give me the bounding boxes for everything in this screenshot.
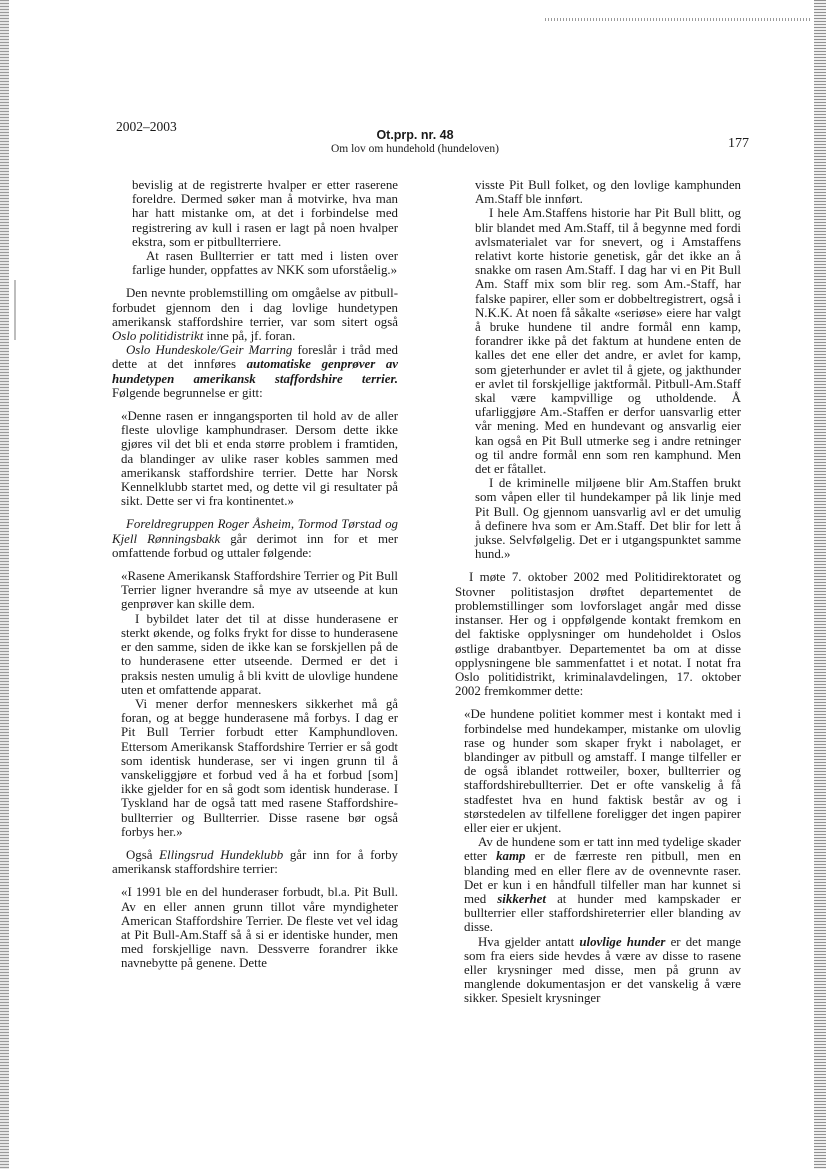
text: Også (126, 847, 160, 862)
paragraph: Vi mener derfor menneskers sikkerhet må gå foran, og at begge hunderasene må forbys. I dag er Pit Bull Terrier forbudt etter Kamphundloven. Ettersom Amerikansk Staffordshire Terrier er så godt som identisk hunderase, ser vi ingen grunn til å vanskeliggjøre et forbud ved å ha et forbud [som] ikke gjelder for en så godt som identisk hunderase. I Tyskland har de også tatt med rasene Staffordshire-bullterrier og Bullterrier. Disse rasene bør også forbys her.» (121, 696, 398, 839)
text-italic: Oslo Hundeskole/Geir Marring (126, 343, 293, 358)
paragraph: «Denne rasen er inngangsporten til hold av de aller fleste ulovlige kamphundraser. Dersom dette ikke gjøres vil det bli et enda større problem i framtiden, da blandinger av ulike raser kobles sammen med amerikansk staffordshire terrier. Dette har Norsk Kennelklubb startet med, og dette vil gi resultater på sikt. Dette ser vi fra kontinentet.» (121, 409, 398, 509)
paragraph (112, 286, 398, 343)
paragraph: visste Pit Bull folket, og den lovlige kamphunden Am.Staff ble innført. (475, 178, 741, 207)
text-bold-italic: automatiske genprøver av hundetypen amerikansk staffordshire terrier. (112, 357, 398, 386)
right-column (455, 178, 741, 1006)
text: at hunder med kampskader er bullterrier eller staffordshireterrier eller blanding av disse. (464, 891, 741, 935)
paragraph: «Rasene Amerikansk Staffordshire Terrier og Pit Bull Terrier ligner hverandre så mye av utseende at kun genprøver kan skille dem. (121, 569, 398, 612)
block-quote (112, 569, 398, 839)
paragraph: At rasen Bullterrier er tatt med i listen over farlige hunder, oppfattes av NKK som uforståelig.» (132, 249, 398, 278)
header-year: 2002–2003 (116, 119, 177, 134)
document-subtitle: Om lov om hundehold (hundeloven) (330, 143, 499, 155)
text: går derimot inn for et mer omfattende forbud og uttaler følgende: (112, 531, 398, 560)
paragraph (464, 835, 741, 934)
block-quote (112, 885, 398, 970)
margin-mark (14, 280, 16, 340)
paragraph: «I 1991 ble en del hunderaser forbudt, bl.a. Pit Bull. Av en eller annen grunn tillot våre myndigheter American Staffordshire Terrier. De fleste vet vel idag at Pit Bull-Am.Staff så å si er identiske hunder, men med forskjellige navn. Dessverre forandrer ikke navnebytte på genene. Dette (121, 885, 398, 971)
text: inne på, jf. foran. (203, 329, 296, 344)
block-quote (455, 707, 741, 1005)
quote-continuation (455, 178, 741, 561)
text: Følgende begrunnelse er gitt: (112, 385, 263, 400)
block-quote (112, 409, 398, 508)
text-italic: Oslo politidistrikt (112, 329, 204, 344)
paragraph (112, 517, 398, 560)
text-bold-italic: ulovlige hunder (579, 934, 666, 949)
paragraph: I bybildet later det til at disse hunderasene er sterkt økende, og folks frykt for disse to hunderasene er den samme, siden de ikke kan se forskjellen på de to hunderasene etter utseende. Dermed er det i praksis nesten umulig å bli kvitt de ulovlige hundene uten et omfattende apparat. (121, 611, 398, 697)
text-italic: Foreldregruppen Roger Åsheim, Tormod Tørstad og Kjell Rønningsbakk (112, 517, 398, 546)
paragraph (112, 848, 398, 876)
page-number: 177 (728, 136, 749, 151)
scan-edge-right (814, 0, 826, 1169)
text: går inn for å forby amerikansk staffordshire terrier: (112, 847, 399, 877)
text-bold-italic: sikkerhet (497, 891, 546, 906)
text: er det mange som fra eiers side hevdes å være av disse to rasene eller krysninger med disse, men på grunn av manglende dokumentasjon er det vanskelig å være sikker. Spesielt krysninger (464, 934, 741, 1006)
text: Hva gjelder antatt (478, 934, 580, 949)
running-header (285, 128, 545, 155)
scan-edge-left (0, 0, 9, 1169)
text: Den nevnte problemstilling om omgåelse av pitbull-forbudet gjennom den i dag lovlige hundetypen amerikansk staffordshire terrier, var som sitert også (112, 286, 398, 329)
document-title: Ot.prp. nr. 48 (376, 128, 454, 142)
paragraph: «De hundene politiet kommer mest i kontakt med i forbindelse med hundekamper, mistanke om ulovlig rase og hunder som skaper frykt i nabolaget, er blandinger av pitbull og amstaff. I mange tilfeller er de også iblandet rottweiler, boxer, bullterrier og staffordshirebullterrier. Det er ofte vanskelig å få stadfestet hva en hund faktisk består av og i størstedelen av tilfellene foreligger det ingen papirer eller eier er ukjent. (464, 707, 741, 835)
text: Av de hundene som er tatt inn med tydelige skader etter (464, 835, 741, 864)
text-italic: Ellingsrud Hundeklubb (159, 847, 284, 862)
left-column (112, 178, 398, 971)
paragraph (112, 343, 398, 400)
paragraph: I møte 7. oktober 2002 med Politidirektoratet og Stovner politistasjon drøftet departementet de problemstillinger som lovforslaget angår med disse instanser. Her og i oppfølgende kontakt fremkom en del faktiske opplysninger om hundeholdet i Oslos østlige drabantbyer. Departementet ba om at disse opplysningene ble sammenfattet i et notat. I notat fra Oslo politidistrikt, kriminalavdelingen, 17. oktober 2002 fremkommer dette: (455, 570, 741, 699)
paragraph (464, 935, 741, 1006)
scan-edge-top (545, 18, 810, 21)
paragraph: I de kriminelle miljøene blir Am.Staffen brukt som våpen eller til hundekamper på lik linje med Pit Bull. Og gjennom uansvarlig avl er det umulig å definere hva som er Am.Staff. Det blir for lett å jukse. Selvfølgelig. Det er i utgangspunktet samme hund.» (475, 476, 741, 562)
quote-continuation (112, 178, 398, 277)
text-bold-italic: kamp (496, 849, 526, 864)
paragraph: bevislig at de registrerte hvalper er etter raserene foreldre. Dermed søker man å motvirke, hva man har hatt mistanke om, at det i forbindelse med registrering av kull i rasen er lagt på noen hvalper ekstra, som er pitbullterriere. (132, 178, 398, 249)
text: er de færreste ren pitbull, men en blanding med en eller flere av de ovennevnte raser. Det er kun i en håndfull tilfeller man har kunnet si med (464, 849, 742, 906)
text: foreslår i tråd med dette at det innføres (112, 343, 398, 372)
paragraph: I hele Am.Staffens historie har Pit Bull blitt, og blir blandet med Am.Staff, til å begynne med fordi avlsmaterialet var for snevert, og i Amstaffens relativt korte historie genetisk, går det ikke an å snakke om rasen Am.Staff. I dag har vi en Pit Bull Am. Staff mix som blir reg. som Am.-Staff, har falske papirer, eller som er dobbeltregistrert, også i N.K.K. At noen få såkalte «seriøse» eiere har valgt å bruke hundene til andre formål enn kamp, forandrer ikke på det faktum at hundene enten de kalles det ene eller det andre, er avlet for kamp, som gjeterhunder er avlet til å gjete, og jakthunder er avlet til forskjellige jaktformål. Pitbull-Am.Staff skal være kampvillige og utholdende. Å ufarliggjøre Am.-Staffen er derfor uansvarlig etter vår mening. Med en hundevant og ansvarlig eier kan også en Pit Bull utmerke seg i andre retninger og til andre formål enn som ren kamphund. Men det er fåtallet. (475, 206, 741, 477)
